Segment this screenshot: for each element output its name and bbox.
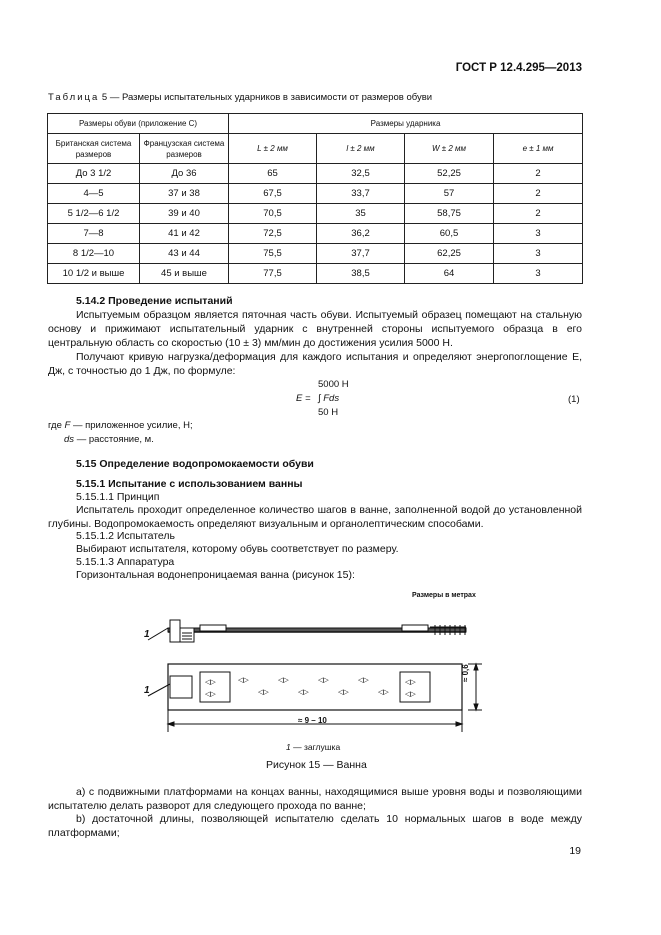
cell: 58,75 <box>405 204 494 224</box>
footprint-arrows <box>205 676 416 698</box>
variable-F-desc: — приложенное усилие, Н; <box>72 420 193 431</box>
cell: 72,5 <box>229 224 317 244</box>
figure-dimensions-note: Размеры в метрах <box>412 592 476 599</box>
cell: 70,5 <box>229 204 317 224</box>
cell: До 36 <box>140 164 229 184</box>
figure-legend <box>286 742 340 752</box>
document-header: ГОСТ Р 12.4.295—2013 <box>455 62 582 74</box>
cell: 45 и выше <box>140 264 229 284</box>
formula-upper-limit: 5000 Н <box>318 379 349 390</box>
cell: 52,25 <box>405 164 494 184</box>
section-5-15-1-3: 5.15.1.3 Аппаратура <box>76 556 175 568</box>
cell: 65 <box>229 164 317 184</box>
callout-1-bottom: 1 <box>144 685 150 696</box>
cell: 36,2 <box>317 224 405 244</box>
cell: 7—8 <box>48 224 140 244</box>
dimension-length: ≈ 9 – 10 <box>298 716 327 725</box>
cell: 38,5 <box>317 264 405 284</box>
svg-text:◁▷: ◁▷ <box>238 676 249 684</box>
svg-text:◁▷: ◁▷ <box>318 676 329 684</box>
bath-side-view <box>148 620 466 642</box>
table-row <box>48 204 583 224</box>
paragraph-tester: Выбирают испытателя, которому обувь соответствует по размеру. <box>76 543 399 555</box>
cell: 41 и 42 <box>140 224 229 244</box>
cell: 75,5 <box>229 244 317 264</box>
where-clause <box>48 419 193 433</box>
legend-text: — заглушка <box>293 742 341 752</box>
svg-text:◁▷: ◁▷ <box>205 690 216 698</box>
cell: 3 <box>494 264 583 284</box>
table-row <box>48 184 583 204</box>
cell: 10 1/2 и выше <box>48 264 140 284</box>
cell: 39 и 40 <box>140 204 229 224</box>
svg-text:◁▷: ◁▷ <box>405 678 416 686</box>
svg-text:◁▷: ◁▷ <box>258 688 269 696</box>
formula-lower-limit: 50 Н <box>318 407 339 418</box>
legend-number: 1 <box>286 742 291 752</box>
section-5-14-2-title: 5.14.2 Проведение испытаний <box>76 295 233 307</box>
table-caption-text: 5 — Размеры испытательных ударников в зависимости от размеров обуви <box>101 92 433 103</box>
table-row <box>48 264 583 284</box>
header-striker-sizes: Размеры ударника <box>229 114 583 134</box>
page-number: 19 <box>569 845 581 857</box>
variable-ds-desc: — расстояние, м. <box>76 434 154 445</box>
header-W: W ± 2 мм <box>405 134 494 164</box>
paragraph-principle: Испытатель проходит определенное количество шагов в ванне, заполненной водой до установленной глубины. Водопромокаемость определяют визуальным и органолептическим способами. <box>48 504 582 530</box>
cell: 33,7 <box>317 184 405 204</box>
cell: 62,25 <box>405 244 494 264</box>
header-e: e ± 1 мм <box>494 134 583 164</box>
cell: До 3 1/2 <box>48 164 140 184</box>
cell: 3 <box>494 224 583 244</box>
cell: 4—5 <box>48 184 140 204</box>
table-5 <box>47 113 583 284</box>
formula-integral: ∫ Fds <box>318 393 340 404</box>
cell: 5 1/2—6 1/2 <box>48 204 140 224</box>
cell: 2 <box>494 204 583 224</box>
variable-F: F <box>64 420 71 431</box>
section-5-15-1-title: 5.15.1 Испытание с использованием ванны <box>76 478 303 490</box>
figure-caption: Рисунок 15 — Ванна <box>266 759 367 771</box>
table-row <box>48 244 583 264</box>
table-caption <box>48 92 432 103</box>
formula-number: (1) <box>568 394 580 405</box>
paragraph-apparatus: Горизонтальная водонепроницаемая ванна (рисунок 15): <box>76 569 355 581</box>
svg-text:◁▷: ◁▷ <box>278 676 289 684</box>
svg-text:◁▷: ◁▷ <box>378 688 389 696</box>
cell: 57 <box>405 184 494 204</box>
cell: 77,5 <box>229 264 317 284</box>
cell: 60,5 <box>405 224 494 244</box>
header-french: Французская система размеров <box>140 134 229 164</box>
cell: 67,5 <box>229 184 317 204</box>
formula-lhs: E = <box>296 393 311 404</box>
header-british: Британская система размеров <box>48 134 140 164</box>
cell: 8 1/2—10 <box>48 244 140 264</box>
section-5-15-1-2: 5.15.1.2 Испытатель <box>76 530 175 542</box>
section-5-15-1-1: 5.15.1.1 Принцип <box>76 491 160 503</box>
svg-text:◁▷: ◁▷ <box>405 690 416 698</box>
svg-text:◁▷: ◁▷ <box>338 688 349 696</box>
table-row <box>48 224 583 244</box>
where-clause-2 <box>64 433 154 447</box>
header-shoe-sizes: Размеры обуви (приложение С) <box>48 114 229 134</box>
header-L: L ± 2 мм <box>229 134 317 164</box>
list-item-a: а) с подвижными платформами на концах ванны, находящимися выше уровня воды и позволяющими испытателю делать разворот для следующего прохода по ванне; <box>48 786 582 812</box>
cell: 2 <box>494 184 583 204</box>
header-l: l ± 2 мм <box>317 134 405 164</box>
cell: 37 и 38 <box>140 184 229 204</box>
cell: 64 <box>405 264 494 284</box>
table-caption-prefix: Таблица <box>48 92 100 103</box>
svg-text:◁▷: ◁▷ <box>205 678 216 686</box>
table-row <box>48 164 583 184</box>
where-word: где <box>48 420 62 431</box>
svg-text:◁▷: ◁▷ <box>298 688 309 696</box>
callout-1-top: 1 <box>144 629 150 640</box>
dimension-width: ≈ 0,6 <box>461 664 470 682</box>
cell: 32,5 <box>317 164 405 184</box>
cell: 2 <box>494 164 583 184</box>
paragraph-energy: Получают кривую нагрузка/деформация для каждого испытания и определяют энергопоглощение E, Дж, с точностью до 1 Дж, по формуле: <box>48 351 582 377</box>
cell: 3 <box>494 244 583 264</box>
svg-text:◁▷: ◁▷ <box>358 676 369 684</box>
section-5-15-title: 5.15 Определение водопромокаемости обуви <box>76 458 314 470</box>
paragraph-specimen: Испытуемым образцом является пяточная часть обуви. Испытуемый образец помещают на стальную основу и прижимают испытательный ударник с внутренней стороны испытуемого образца в его центральную область со скоростью (10 ± 3) мм/мин до достижения усилия 5000 Н. <box>48 309 582 349</box>
cell: 35 <box>317 204 405 224</box>
list-item-b: b) достаточной длины, позволяющей испытателю сделать 10 нормальных шагов в воде между платформами; <box>48 813 582 839</box>
cell: 37,7 <box>317 244 405 264</box>
variable-ds: ds <box>64 434 75 445</box>
cell: 43 и 44 <box>140 244 229 264</box>
